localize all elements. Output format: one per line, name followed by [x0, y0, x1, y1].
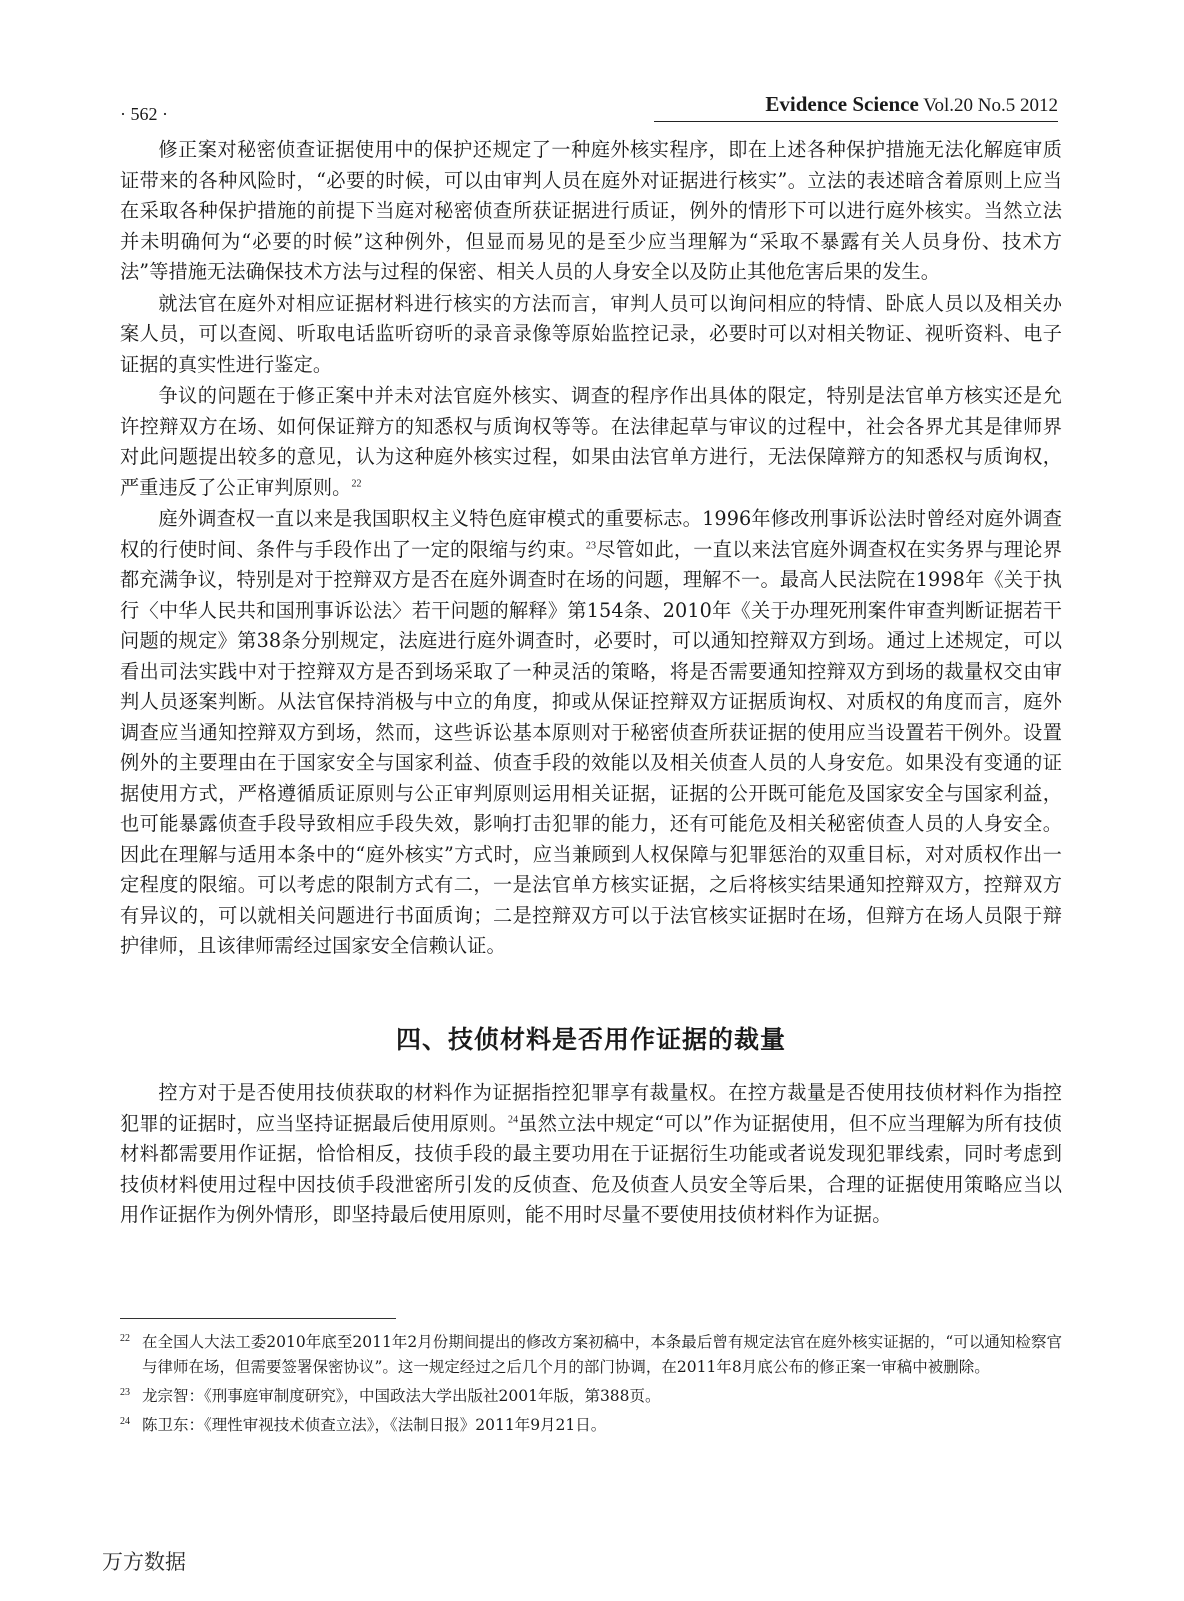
footnote-text: 龙宗智：《刑事庭审制度研究》，中国政法大学出版社2001年版，第388页。 [142, 1387, 661, 1405]
paragraph-text: 就法官在庭外对相应证据材料进行核实的方法而言，审判人员可以询问相应的特情、卧底人员以及相关办案人员，可以查阅、听取电话监听窃听的录音录像等原始监控记录，必要时可以对相关物证、视听资料、电子证据的真实性进行鉴定。 [120, 291, 1062, 376]
footnote: 22 在全国人大法工委2010年底至2011年2月份期间提出的修改方案初稿中，本条最后曾有规定法官在庭外核实证据的，“可以通知检察官与律师在场，但需要签署保密协议”。这一规定经过之后几个月的部门协调，在2011年8月底公布的修正案一审稿中被删除。 [120, 1332, 1062, 1376]
footnote-text: 在全国人大法工委2010年底至2011年2月份期间提出的修改方案初稿中，本条最后曾有规定法官在庭外核实证据的，“可以通知检察官与律师在场，但需要签署保密协议”。这一规定经过之后几个月的部门协调，在2011年8月底公布的修正案一审稿中被删除。 [142, 1333, 1062, 1376]
section-heading: 四、技侦材料是否用作证据的裁量 [395, 1025, 786, 1054]
paragraph [120, 381, 1062, 503]
header-rule [654, 121, 1058, 122]
paragraph [120, 504, 1062, 962]
journal-name: Evidence Science [765, 92, 919, 116]
journal-citation [765, 92, 1058, 117]
footnotes [120, 1330, 1062, 1442]
paragraph-text: 庭外调查权一直以来是我国职权主义特色庭审模式的重要标志。1996年修改刑事诉讼法时曾经对庭外调查权的行使时间、条件与手段作出了一定的限缩与约束。 [120, 507, 1062, 561]
paragraph [120, 135, 1062, 288]
footnote-ref[interactable]: 24 [507, 1114, 519, 1126]
journal-issue: Vol.20 No.5 2012 [923, 95, 1058, 116]
footnote-ref[interactable]: 23 [585, 540, 597, 552]
page-header [0, 0, 1184, 130]
footnote-ref[interactable]: 22 [351, 478, 362, 490]
watermark-text: 万方数据 [102, 1550, 186, 1574]
section-body [120, 1078, 1062, 1232]
paragraph-text: 尽管如此，一直以来法官庭外调查权在实务界与理论界都充满争议，特别是对于控辩双方是否在庭外调查时在场的问题，理解不一。最高人民法院在1998年《关于执行〈中华人民共和国刑事诉讼法〉若干问题的解释》第154条、2010年《关于办理死刑案件审查判断证据若干问题的规定》第38条分别规定，法庭进行庭外调查时，必要时，可以通知控辩双方到场。通过上述规定，可以看出司法实践中对于控辩双方是否到场采取了一种灵活的策略，将是否需要通知控辩双方到场的裁量权交由审判人员逐案判断。从法官保持消极与中立的角度，抑或从保证控辩双方证据质询权、对质权的角度而言，庭外调查应当通知控辩双方到场，然而，这些诉讼基本原则对于秘密侦查所获证据的使用应当设置若干例外。设置例外的主要理由在于国家安全与国家利益、侦查手段的效能以及相关侦查人员的人身安危。如果没有变通的证据使用方式，严格遵循质证原则与公正审判原则运用相关证据，证据的公开既可能危及国家安全与国家利益，也可能暴露侦查手段导致相应手段失效，影响打击犯罪的能力，还有可能危及相关秘密侦查人员的人身安全。因此在理解与适用本条中的“庭外核实”方式时，应当兼顾到人权保障与犯罪惩治的双重目标，对对质权作出一定程度的限缩。可以考虑的限制方式有二，一是法官单方核实证据，之后将核实结果通知控辩双方，控辩双方有异议的，可以就相关问题进行书面质询；二是控辩双方可以于法官核实证据时在场，但辩方在场人员限于辩护律师，且该律师需经过国家安全信赖认证。 [120, 537, 1062, 957]
footnote-text: 陈卫东：《理性审视技术侦查立法》，《法制日报》2011年9月21日。 [142, 1416, 607, 1434]
footnote-rule [120, 1318, 396, 1319]
paragraph [120, 289, 1062, 381]
paragraph-text: 争议的问题在于修正案中并未对法官庭外核实、调查的程序作出具体的限定，特别是法官单方核实还是允许控辩双方在场、如何保证辩方的知悉权与质询权等等。在法律起草与审议的过程中，社会各界尤其是律师界对此问题提出较多的意见，认为这种庭外核实过程，如果由法官单方进行，无法保障辩方的知悉权与质询权，严重违反了公正审判原则。 [120, 384, 1062, 499]
footnote: 23 龙宗智：《刑事庭审制度研究》，中国政法大学出版社2001年版，第388页。 [120, 1386, 661, 1405]
paragraph [120, 1078, 1062, 1231]
paragraph-text: 控方对于是否使用技侦获取的材料作为证据指控犯罪享有裁量权。在控方裁量是否使用技侦材料作为指控犯罪的证据时，应当坚持证据最后使用原则。 [120, 1081, 1062, 1135]
paragraph-text: 修正案对秘密侦查证据使用中的保护还规定了一种庭外核实程序，即在上述各种保护措施无法化解庭审质证带来的各种风险时，“必要的时候，可以由审判人员在庭外对证据进行核实”。立法的表述暗含着原则上应当在采取各种保护措施的前提下当庭对秘密侦查所获证据进行质证，例外的情形下可以进行庭外核实。当然立法并未明确何为“必要的时候”这种例外，但显而易见的是至少应当理解为“采取不暴露有关人员身份、技术方法”等措施无法确保技术方法与过程的保密、相关人员的人身安全以及防止其他危害后果的发生。 [120, 138, 1062, 283]
body-text [120, 135, 1062, 963]
footnote: 24 陈卫东：《理性审视技术侦查立法》，《法制日报》2011年9月21日。 [120, 1415, 607, 1434]
page-number: · 562 · [120, 104, 168, 124]
paragraph-text: 虽然立法中规定“可以”作为证据使用，但不应当理解为所有技侦材料都需要用作证据，恰恰相反，技侦手段的最主要功用在于证据衍生功能或者说发现犯罪线索，同时考虑到技侦材料使用过程中因技侦手段泄密所引发的反侦查、危及侦查人员安全等后果，合理的证据使用策略应当以用作证据作为例外情形，即坚持最后使用原则，能不用时尽量不要使用技侦材料作为证据。 [120, 1111, 1062, 1226]
